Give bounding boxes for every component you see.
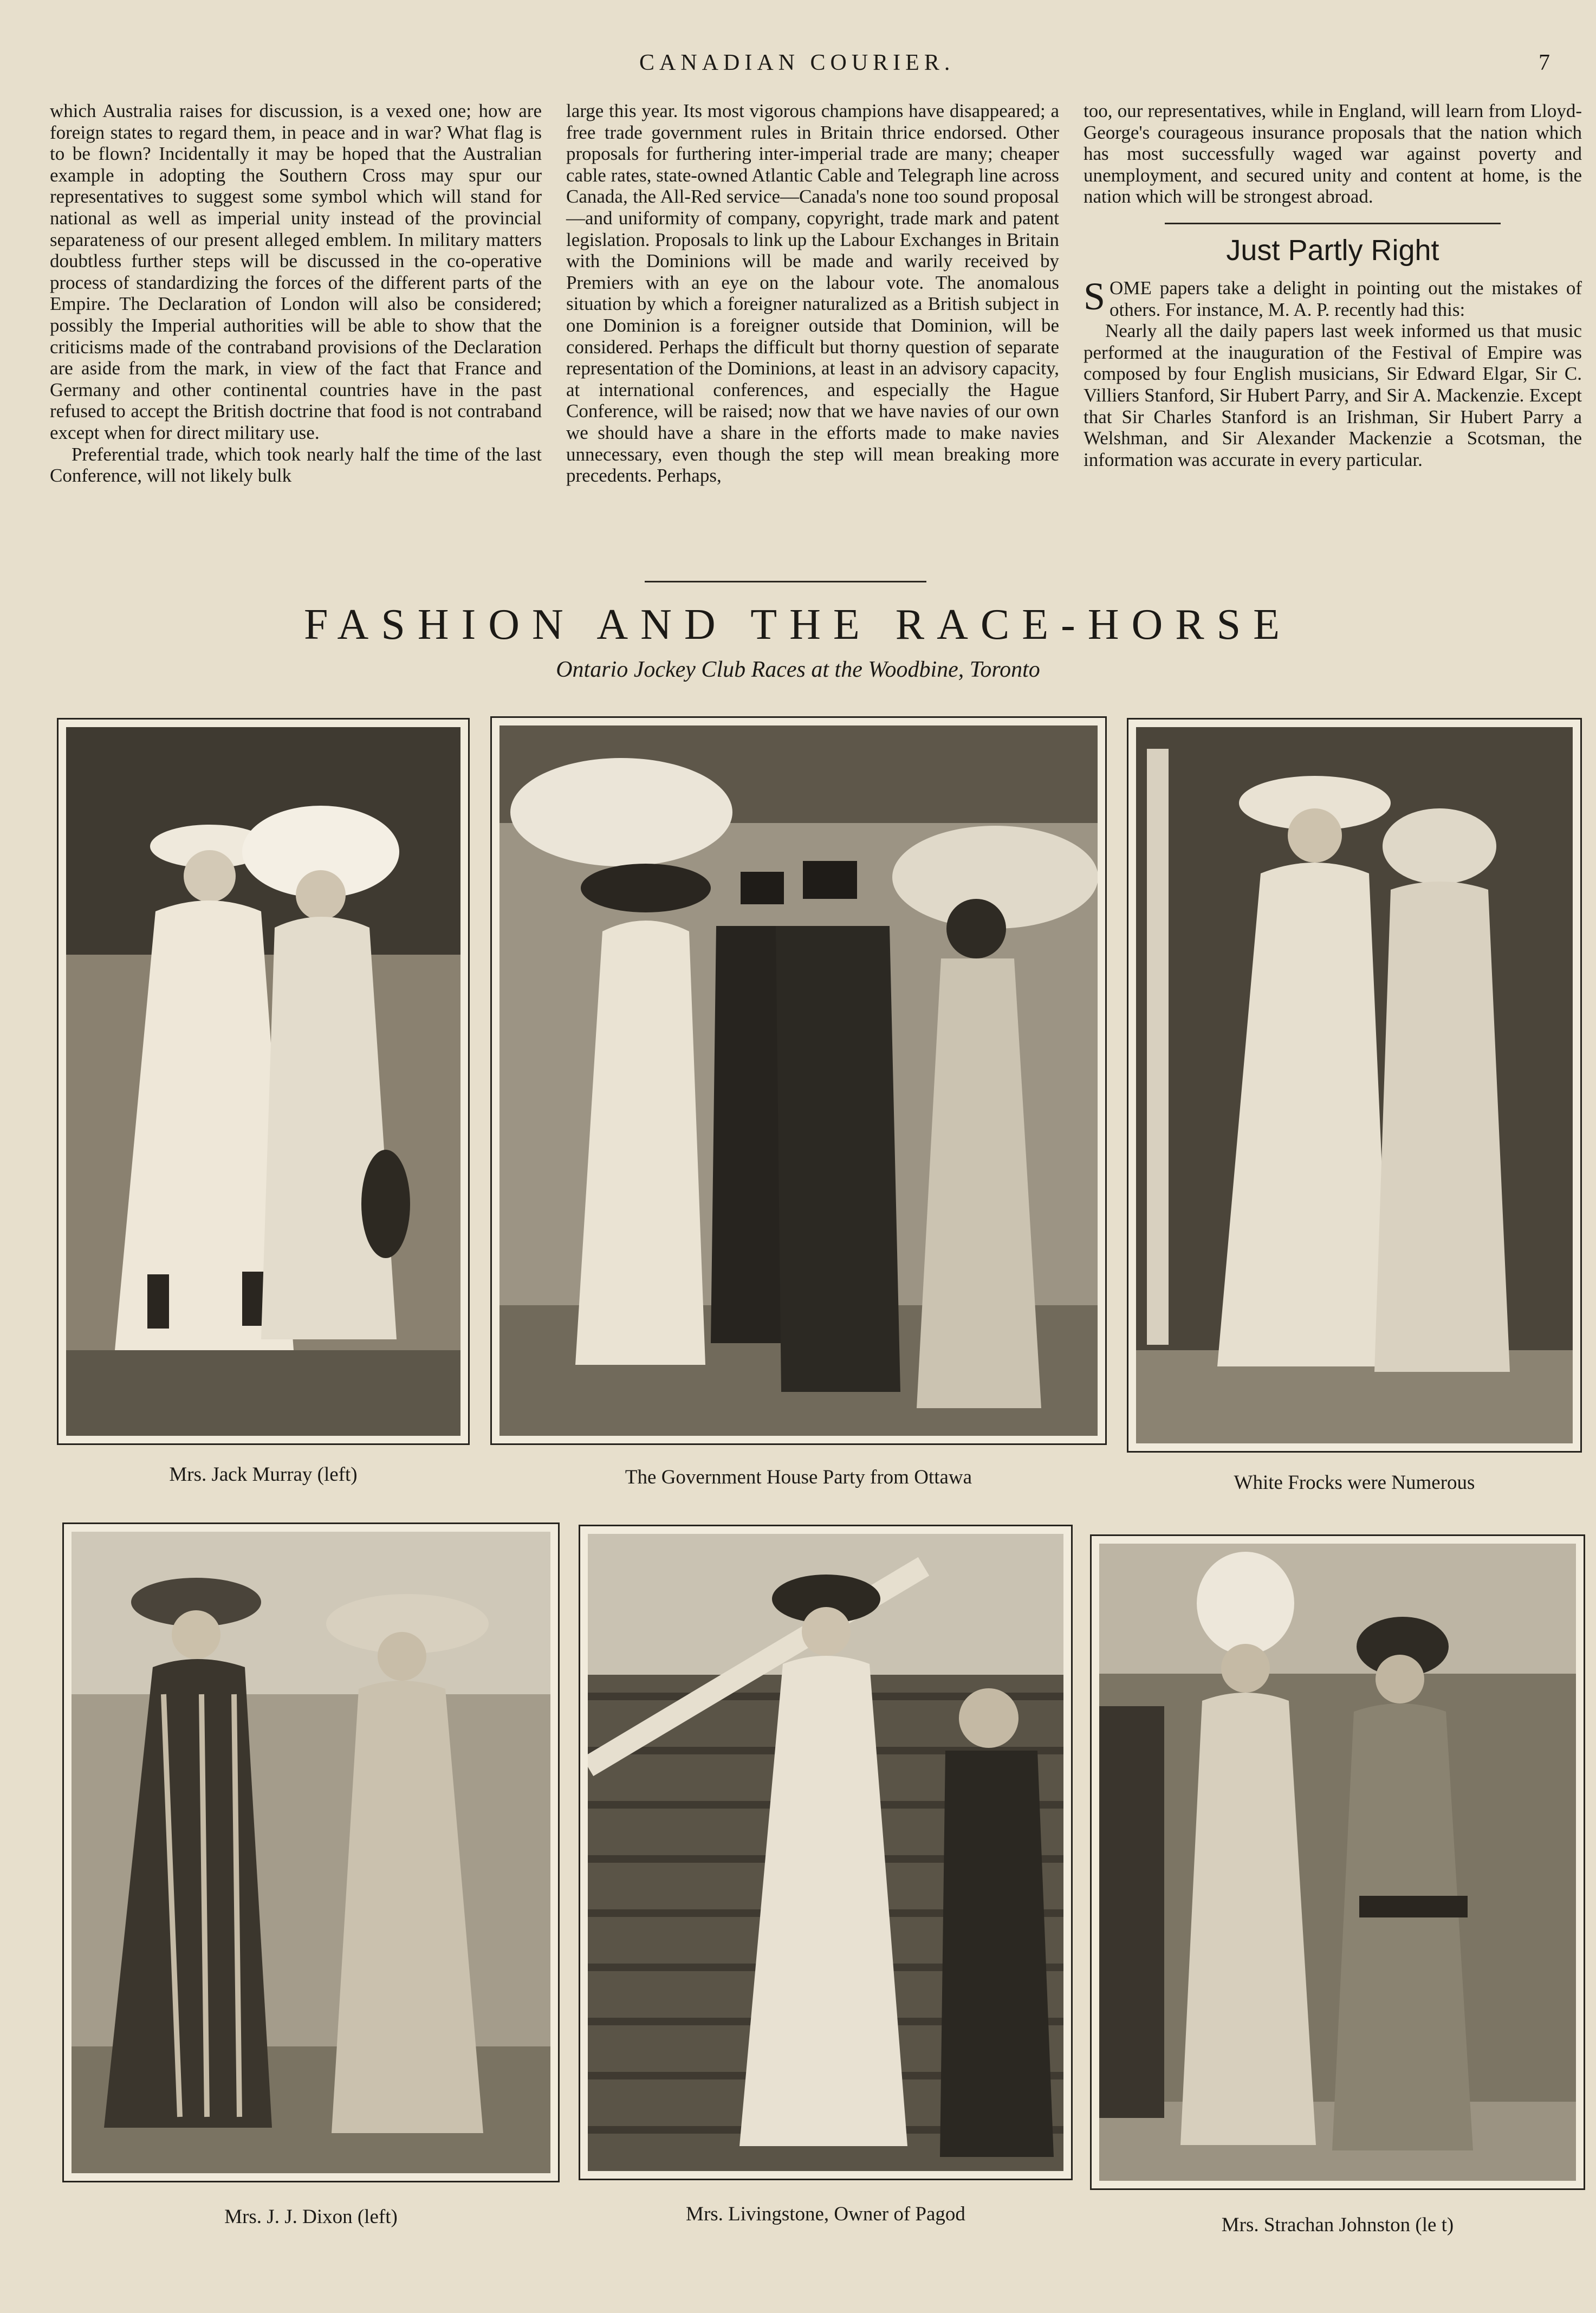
caption-6: Mrs. Strachan Johnston (le t) xyxy=(1221,2214,1454,2236)
caption-4: Mrs. J. J. Dixon (left) xyxy=(224,2206,398,2228)
drop-cap: S xyxy=(1084,274,1106,318)
photo-image-3 xyxy=(1136,727,1573,1443)
caption-5: Mrs. Livingstone, Owner of Pagod xyxy=(686,2203,965,2225)
headline-rule xyxy=(645,581,926,582)
column-1-paragraph-1: which Australia raises for discussion, is a vexed one; how are foreign states to regard them, in peace and in war? What flag is to be flown? Incidentally it may be hoped that the Australian example in adopting the Southern Cross may spur our representatives to suggest some symbol which will stand for national as well as imperial unity instead of the provincial separateness of our present alleged emblem. In military matters doubtless further steps will be discussed in the co-operative process of standardizing the forces of the different parts of the Empire. The Declaration of London will also be considered; possibly the Imperial authorities will be able to show that the criticisms made of the contraband provisions of the Declaration are aside from the mark, in view of the fact that France and Germany and other continental countries have in the past refused to accept the British doctrine that food is not contraband except when for direct military use. xyxy=(50,100,542,443)
photo-jack-murray xyxy=(57,718,470,1445)
page-number: 7 xyxy=(1539,50,1550,75)
article-column-1 xyxy=(50,100,542,487)
photo-jj-dixon xyxy=(62,1522,560,2182)
section-subhead: Just Partly Right xyxy=(1226,234,1439,267)
page-header xyxy=(0,50,1596,82)
photo-image-6 xyxy=(1099,1544,1576,2181)
caption-3: White Frocks were Numerous xyxy=(1234,1472,1475,1494)
photo-government-house-party xyxy=(490,716,1107,1445)
column-1-paragraph-2: Preferential trade, which took nearly half the time of the last Conference, will not likely bulk xyxy=(50,443,542,487)
running-head: CANADIAN COURIER. xyxy=(639,50,955,75)
article-column-2 xyxy=(566,100,1059,487)
column-2-paragraph-1: large this year. Its most vigorous champions have disappeared; a free trade government rules in Britain thrice endorsed. Other proposals for furthering inter-imperial trade are many; cheaper cable rates, state-owned Atlantic Cable and Telegraph line across Canada, the All-Red service—Canada's none too sound proposal—and uniformity of company, copyright, trade mark and patent legislation. Proposals to link up the Labour Exchanges in Britain with the Dominions will be made and warily received by Premiers with an eye on the labour vote. The anomalous situation by which a foreigner naturalized as a British subject in one Dominion is a foreigner outside that Dominion, will be considered. Perhaps the difficult but thorny question of separate representation of the Dominions, at least in an advisory capacity, at international conferences, and especially the Hague Conference, will be raised; now that we have navies of our own we should have a share in the efforts made to make navies unnecessary, even though the step will mean breaking more precedents. Perhaps, xyxy=(566,100,1059,487)
feature-headline: FASHION AND THE RACE-HORSE xyxy=(303,601,1292,649)
column-3-paragraph-1: OME papers take a delight in pointing out the mistakes of others. For instance, M. A. P. recently had this: xyxy=(1110,277,1582,320)
section-divider xyxy=(1165,223,1501,224)
photo-white-frocks xyxy=(1127,718,1582,1453)
article-column-3 xyxy=(1084,100,1582,470)
photo-image-5 xyxy=(588,1534,1063,2171)
caption-1: Mrs. Jack Murray (left) xyxy=(169,1463,358,1486)
photo-image-1 xyxy=(66,727,460,1436)
caption-2: The Government House Party from Ottawa xyxy=(625,1466,972,1488)
photo-image-4 xyxy=(72,1532,550,2173)
feature-deck: Ontario Jockey Club Races at the Woodbine, Toronto xyxy=(556,657,1040,682)
column-3-intro: too, our representatives, while in England, will learn from Lloyd-George's courageous insurance proposals that the nation which has most successfully waged war against poverty and unemployment, and secured unity and content at home, is the nation which will be strongest abroad. xyxy=(1084,100,1582,208)
photo-livingstone xyxy=(579,1525,1073,2180)
column-3-paragraph-2: Nearly all the daily papers last week informed us that music performed at the inauguration of the Festival of Empire was composed by four English musicians, Sir Edward Elgar, Sir C. Villiers Stanford, Sir Hubert Parry, and Sir A. Mackenzie. Except that Sir Charles Stanford is an Irishman, Sir Hubert Parry a Welshman, and Sir Alexander Mackenzie a Scotsman, the information was accurate in every particular. xyxy=(1084,320,1582,470)
photo-image-2 xyxy=(499,725,1098,1436)
photo-strachan-johnston xyxy=(1090,1534,1585,2190)
